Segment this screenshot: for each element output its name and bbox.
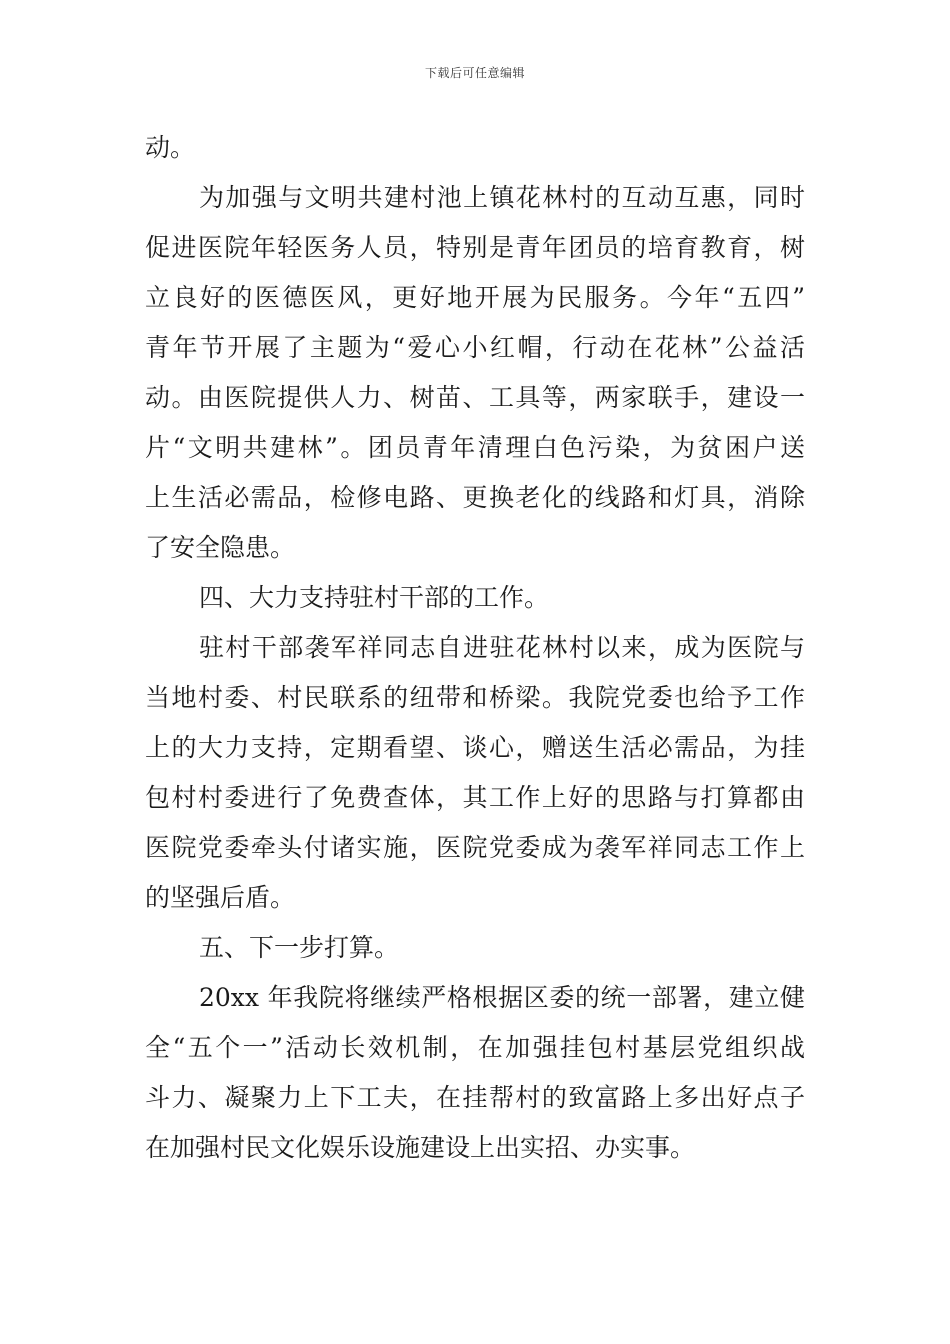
text-line: 上生活必需品，检修电路、更换老化的线路和灯具，消除: [145, 483, 805, 512]
text-line: 在加强村民文化娱乐设施建设上出实招、办实事。: [145, 1133, 696, 1162]
text-line: 医院党委牵头付诸实施，医院党委成为袭军祥同志工作上: [145, 833, 805, 862]
text-line: 20xx 年我院将继续严格根据区委的统一部署，建立健: [199, 983, 805, 1012]
paragraph-continuation: [145, 123, 805, 173]
paragraph-next-steps: [145, 973, 805, 1173]
text-line: 立良好的医德医风，更好地开展为民服务。今年“五四”: [145, 283, 805, 312]
section-heading-five: [145, 923, 805, 973]
heading-line: 四、大力支持驻村干部的工作。: [199, 583, 550, 612]
paragraph-public-welfare-activity: [145, 173, 805, 573]
text-line: 全“五个一”活动长效机制，在加强挂包村基层党组织战: [145, 1033, 805, 1062]
heading-line: 五、下一步打算。: [199, 933, 400, 962]
text-line: 包村村委进行了免费查体，其工作上好的思路与打算都由: [145, 783, 805, 812]
text-line: 当地村委、村民联系的纽带和桥梁。我院党委也给予工作: [145, 683, 805, 712]
page-header: 下载后可任意编辑: [424, 66, 525, 80]
document-body: [145, 123, 805, 1173]
text-line: 青年节开展了主题为“爱心小红帽，行动在花林”公益活: [145, 333, 805, 362]
text-line: 了安全隐患。: [145, 533, 296, 562]
section-heading-four: [145, 573, 805, 623]
text-line: 片“文明共建林”。团员青年清理白色污染，为贫困户送: [145, 433, 805, 462]
text-line: 促进医院年轻医务人员，特别是青年团员的培育教育，树: [145, 233, 805, 262]
text-line: 斗力、凝聚力上下工夫，在挂帮村的致富路上多出好点子: [145, 1083, 805, 1112]
paragraph-village-cadre-support: [145, 623, 805, 923]
text-line: 为加强与文明共建村池上镇花林村的互动互惠，同时: [199, 183, 805, 212]
text-line: 的坚强后盾。: [145, 883, 296, 912]
text-line: 上的大力支持，定期看望、谈心，赠送生活必需品，为挂: [145, 733, 805, 762]
text-line: 动。由医院提供人力、树苗、工具等，两家联手，建设一: [145, 383, 805, 412]
text-line: 驻村干部袭军祥同志自进驻花林村以来，成为医院与: [199, 633, 805, 662]
text-line: 动。: [145, 133, 196, 162]
